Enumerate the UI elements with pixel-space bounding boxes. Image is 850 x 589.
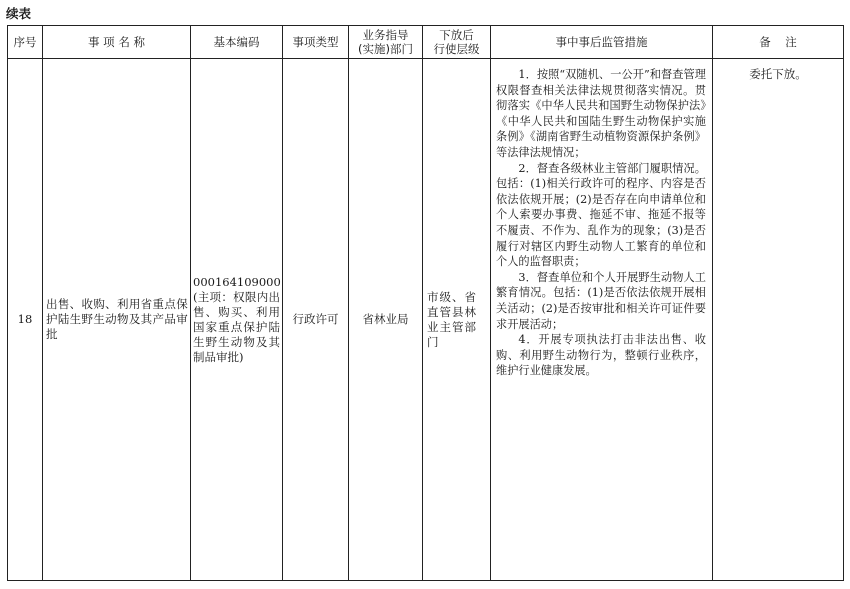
header-code: 基本编码 <box>191 26 283 59</box>
cell-code <box>191 59 283 581</box>
cell-dept: 省林业局 <box>349 59 423 581</box>
header-dept: 业务指导 (实施)部门 <box>349 26 423 59</box>
header-note: 备 注 <box>713 26 844 59</box>
measure-item: 1．按照“双随机、一公开”和督查管理权限督查相关法律法规贯彻落实情况。贯彻落实《中华人民共和国野生动物保护法》《中华人民共和国陆生野生动物保护实施条例》《湖南省野生动植物资源保护条例》等法律法规情况； <box>496 68 706 159</box>
cell-name: 出售、收购、利用省重点保护陆生野生动物及其产品审批 <box>43 59 191 581</box>
cell-measures <box>491 59 713 581</box>
measure-item: 4．开展专项执法打击非法出售、收购、利用野生动物行为，整顿行业秩序，维护行业健康发展。 <box>496 333 706 378</box>
regulation-table <box>7 25 844 581</box>
cell-level: 市级、省直管县林业主管部门 <box>423 59 491 581</box>
measure-item: 2．督查各级林业主管部门履职情况。包括：(1)相关行政许可的程序、内容是否依法依规开展；(2)是否存在向申请单位和个人索要办事费、拖延不审、拖延不报等不履责、不作为、乱作为的现象；(3)是否履行对辖区内野生动物人工繁育的单位和个人的监督职责； <box>496 161 706 269</box>
cell-seq: 18 <box>8 59 43 581</box>
code-number: 000164109000 <box>193 274 281 289</box>
header-level: 下放后 行使层级 <box>423 26 491 59</box>
table-row <box>8 59 844 581</box>
header-name: 事 项 名 称 <box>43 26 191 59</box>
header-type: 事项类型 <box>283 26 349 59</box>
cell-type: 行政许可 <box>283 59 349 581</box>
code-description: (主项：权限内出售、购买、利用国家重点保护陆生野生动物及其制品审批) <box>193 289 280 364</box>
header-measures: 事中事后监管措施 <box>491 26 713 59</box>
cell-note: 委托下放。 <box>713 59 844 581</box>
measure-item: 3．督查单位和个人开展野生动物人工繁育情况。包括：(1)是否依法依规开展相关活动；(2)是否按审批和相关许可证件要求开展活动； <box>496 270 706 331</box>
header-seq: 序号 <box>8 26 43 59</box>
header-row <box>8 26 844 59</box>
table-caption: 续表 <box>6 6 32 21</box>
